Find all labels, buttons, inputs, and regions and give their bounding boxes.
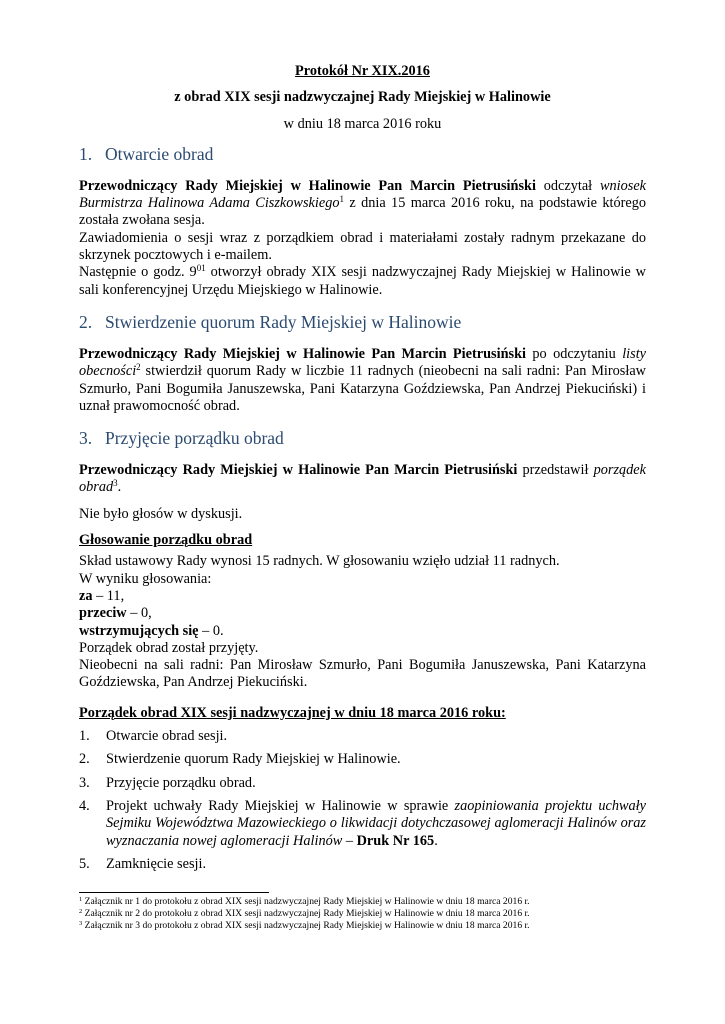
- vote-heading: Głosowanie porządku obrad: [79, 532, 253, 549]
- footnote: $^3$ Załącznik nr 3 do protokołu z obrad XIX sesji nadzwyczajnej Rady Miejskiej w Halinowie w dniu 18 marca 2016 r.: [79, 920, 530, 932]
- agenda-accepted-text: Porządek obrad został przyjęty.: [79, 639, 259, 656]
- protocol-subtitle: z obrad XIX sesji nadzwyczajnej Rady Miejskiej w Halinowie: [174, 89, 551, 106]
- agenda-item: 2. Stwierdzenie quorum Rady Miejskiej w Halinowie.: [79, 751, 401, 768]
- section-3-paragraph: Przewodniczący Rady Miejskiej w Halinowie Pan Marcin Pietrusiński przedstawił porządek obrad$^3$.: [79, 462, 646, 496]
- vote-against: przeciw – 0,: [79, 605, 152, 622]
- footnote: $^1$ Załącznik nr 1 do protokołu z obrad XIX sesji nadzwyczajnej Rady Miejskiej w Halinowie w dniu 18 marca 2016 r.: [79, 896, 530, 908]
- footnote-ref-1: 1: [339, 194, 344, 205]
- section-2-heading: 2. Stwierdzenie quorum Rady Miejskiej w Halinowie: [79, 311, 462, 332]
- no-discussion-text: Nie było głosów w dyskusji.: [79, 505, 243, 522]
- section-1-heading: 1. Otwarcie obrad: [79, 143, 214, 164]
- opening-paragraph: Następnie o godz. $9^{01}$ otworzył obrady XIX sesji nadzwyczajnej Rady Miejskiej w Halinowie w sali konferencyjnej Urzędu Miejskiego w Halinowie.: [79, 263, 646, 298]
- footnote-ref-3: 3: [113, 478, 118, 489]
- section-1-paragraph: Przewodniczący Rady Miejskiej w Halinowie Pan Marcin Pietrusiński odczytał wniosek Burmistrza Halinowa Adama Ciszkowskiego$^1$ z dnia 15 marca 2016 roku, na podstawie którego została zwołana sesja.: [79, 177, 647, 229]
- absent-text: Nieobecni na sali radni: Pan Mirosław Szmurło, Pani Bogumiła Januszewska, Pani Katarzyna Goździewska, Pan Andrzej Piekuciński.: [79, 657, 646, 691]
- protocol-title: Protokół Nr XIX.2016: [295, 63, 430, 79]
- footnote-ref-2: 2: [136, 362, 141, 373]
- agenda-item: 3. Przyjęcie porządku obrad.: [79, 774, 256, 791]
- composition-text: Skład ustawowy Rady wynosi 15 radnych. W głosowaniu wzięło udział 11 radnych.: [79, 553, 560, 570]
- section-3-heading: 3. Przyjęcie porządku obrad: [79, 428, 284, 449]
- result-intro: W wyniku głosowania:: [79, 570, 212, 587]
- agenda-heading: Porządek obrad XIX sesji nadzwyczajnej w dniu 18 marca 2016 roku:: [79, 704, 506, 721]
- section-2-paragraph: Przewodniczący Rady Miejskiej w Halinowie Pan Marcin Pietrusiński po odczytaniu listy obecności$^2$ stwierdził quorum Rady w liczbie 11 radnych (nieobecni na sali radni: Pan Mirosław Szmurło, Pani Bogumiła Januszewska, Pani Katarzyna Goździewska, Pan Andrzej Piekuciński) i uznał prawomocność obrad.: [79, 345, 647, 414]
- agenda-item: 1. Otwarcie obrad sesji.: [79, 728, 228, 745]
- vote-abstain: wstrzymujących się – 0.: [79, 622, 224, 639]
- footnote: $^2$ Załącznik nr 2 do protokołu z obrad XIX sesji nadzwyczajnej Rady Miejskiej w Halinowie w dniu 18 marca 2016 r.: [79, 908, 530, 920]
- agenda-item: 5. Zamknięcie sesji.: [79, 855, 207, 872]
- vote-for: za – 11,: [79, 587, 125, 604]
- agenda-item: 4. Projekt uchwały Rady Miejskiej w Halinowie w sprawie zaopiniowania projektu uchwały Sejmiku Województwa Mazowieckiego o likwidacji dotychczasowej aglomeracji Halinów oraz wyznaczania nowej aglomeracji Halinów – Druk Nr 165.: [79, 797, 646, 849]
- notice-paragraph: Zawiadomienia o sesji wraz z porządkiem obrad i materiałami zostały radnym przekazane do skrzynek pocztowych i e-mailem.: [79, 229, 646, 264]
- protocol-date: w dniu 18 marca 2016 roku: [283, 115, 442, 132]
